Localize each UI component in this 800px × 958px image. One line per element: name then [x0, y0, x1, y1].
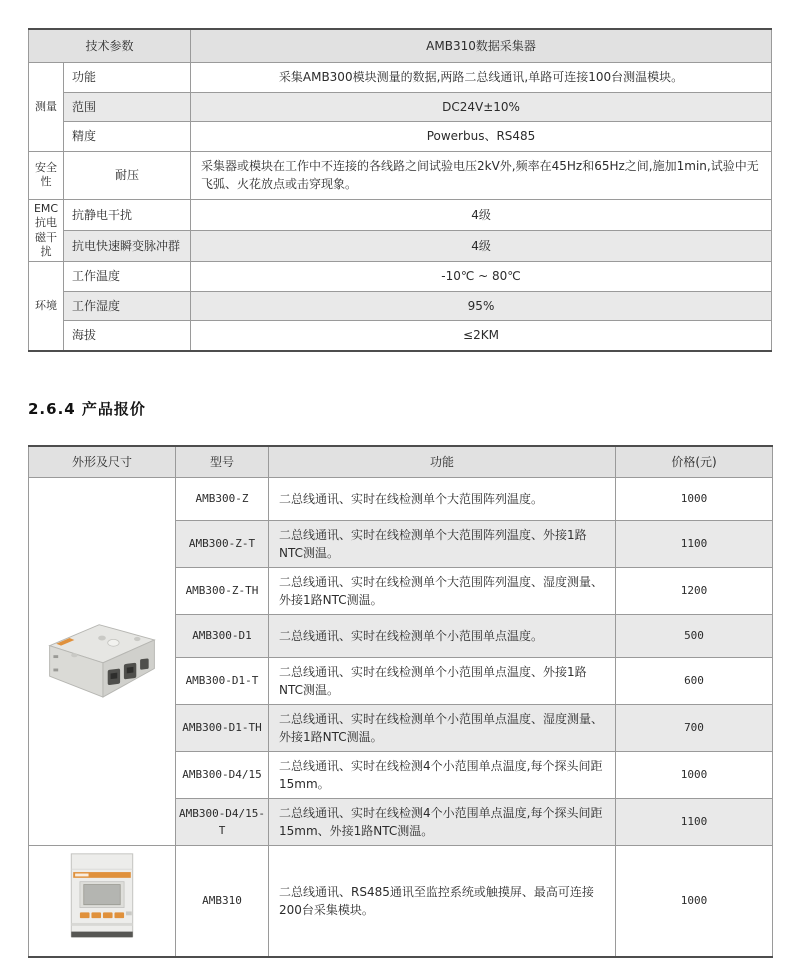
spec-row: [29, 231, 772, 262]
price-amount-cell: 1100: [616, 520, 773, 567]
spec-param-cell: 工作湿度: [64, 291, 191, 321]
spec-param-cell: 耐压: [64, 151, 191, 199]
spec-group-label: EMC抗电磁干扰: [29, 199, 64, 261]
spec-param-cell: 工作温度: [64, 262, 191, 292]
price-table: [28, 445, 773, 958]
spec-value-cell: ≤2KM: [191, 321, 772, 351]
amb310-product-photo: [52, 850, 152, 946]
price-amount-cell: 1000: [616, 477, 773, 520]
spec-row: [29, 122, 772, 152]
spec-param-cell: 抗电快速瞬变脉冲群: [64, 231, 191, 262]
spec-row: [29, 262, 772, 292]
price-model-cell: AMB300-D4/15: [176, 751, 269, 798]
spec-row: [29, 92, 772, 122]
spec-header-row: [29, 29, 772, 63]
spec-param-cell: 范围: [64, 92, 191, 122]
price-model-cell: AMB300-Z: [176, 477, 269, 520]
price-description-cell: 二总线通讯、实时在线检测单个小范围单点温度。: [269, 614, 616, 657]
price-column-header: 型号: [176, 446, 269, 478]
price-column-header: 外形及尺寸: [29, 446, 176, 478]
price-description-cell: 二总线通讯、实时在线检测4个小范围单点温度,每个探头间距15mm。: [269, 751, 616, 798]
spec-row: [29, 291, 772, 321]
price-row: [29, 845, 773, 956]
price-description-cell: 二总线通讯、实时在线检测单个小范围单点温度、湿度测量、外接1路NTC测温。: [269, 704, 616, 751]
spec-group-label: 安全性: [29, 151, 64, 199]
price-description-cell: 二总线通讯、RS485通讯至监控系统或触摸屏、最高可连接200台采集模块。: [269, 845, 616, 956]
spec-row: [29, 321, 772, 351]
amb300-product-photo: [42, 613, 162, 705]
price-description-cell: 二总线通讯、实时在线检测单个大范围阵列温度、湿度测量、外接1路NTC测温。: [269, 567, 616, 614]
price-amount-cell: 500: [616, 614, 773, 657]
spec-param-cell: 海拔: [64, 321, 191, 351]
price-model-cell: AMB300-D1-T: [176, 657, 269, 704]
spec-value-cell: 采集器或模块在工作中不连接的各线路之间试验电压2kV外,频率在45Hz和65Hz之间,施加1min,试验中无飞弧、火花放点或击穿现象。: [191, 151, 772, 199]
price-header-row: [29, 446, 773, 478]
price-amount-cell: 1000: [616, 845, 773, 956]
price-description-cell: 二总线通讯、实时在线检测单个小范围单点温度、外接1路NTC测温。: [269, 657, 616, 704]
price-amount-cell: 1100: [616, 798, 773, 845]
spec-table-body: [29, 29, 772, 351]
price-amount-cell: 1200: [616, 567, 773, 614]
price-model-cell: AMB300-Z-TH: [176, 567, 269, 614]
section-heading: 2.6.4 产品报价: [28, 399, 146, 418]
price-table-header: [29, 446, 773, 478]
spec-row: [29, 151, 772, 199]
spec-param-cell: 功能: [64, 63, 191, 93]
spec-group-label: 环境: [29, 262, 64, 351]
amb310-photo-cell: [29, 845, 176, 956]
spec-group-label: 测量: [29, 63, 64, 152]
price-description-cell: 二总线通讯、实时在线检测单个大范围阵列温度、外接1路NTC测温。: [269, 520, 616, 567]
amb300-photo-cell: [29, 477, 176, 845]
price-model-cell: AMB310: [176, 845, 269, 956]
price-column-header: 功能: [269, 446, 616, 478]
spec-header-value-cell: AMB310数据采集器: [191, 29, 772, 63]
price-amount-cell: 600: [616, 657, 773, 704]
spec-value-cell: 采集AMB300模块测量的数据,两路二总线通讯,单路可连接100台测温模块。: [191, 63, 772, 93]
price-model-cell: AMB300-D1-TH: [176, 704, 269, 751]
price-table-body: [29, 477, 773, 956]
price-column-header: 价格(元): [616, 446, 773, 478]
spec-param-cell: 精度: [64, 122, 191, 152]
spec-header-param-cell: 技术参数: [29, 29, 191, 63]
spec-value-cell: 4级: [191, 199, 772, 230]
spec-value-cell: 95%: [191, 291, 772, 321]
spec-param-cell: 抗静电干扰: [64, 199, 191, 230]
spec-value-cell: DC24V±10%: [191, 92, 772, 122]
spec-value-cell: Powerbus、RS485: [191, 122, 772, 152]
price-model-cell: AMB300-Z-T: [176, 520, 269, 567]
spec-table: [28, 28, 772, 352]
price-amount-cell: 1000: [616, 751, 773, 798]
price-description-cell: 二总线通讯、实时在线检测单个大范围阵列温度。: [269, 477, 616, 520]
spec-row: [29, 199, 772, 230]
price-description-cell: 二总线通讯、实时在线检测4个小范围单点温度,每个探头间距15mm、外接1路NTC测温。: [269, 798, 616, 845]
spec-value-cell: -10℃ ~ 80℃: [191, 262, 772, 292]
price-model-cell: AMB300-D4/15-T: [176, 798, 269, 845]
price-model-cell: AMB300-D1: [176, 614, 269, 657]
price-row: [29, 477, 773, 520]
spec-value-cell: 4级: [191, 231, 772, 262]
spec-row: [29, 63, 772, 93]
price-amount-cell: 700: [616, 704, 773, 751]
